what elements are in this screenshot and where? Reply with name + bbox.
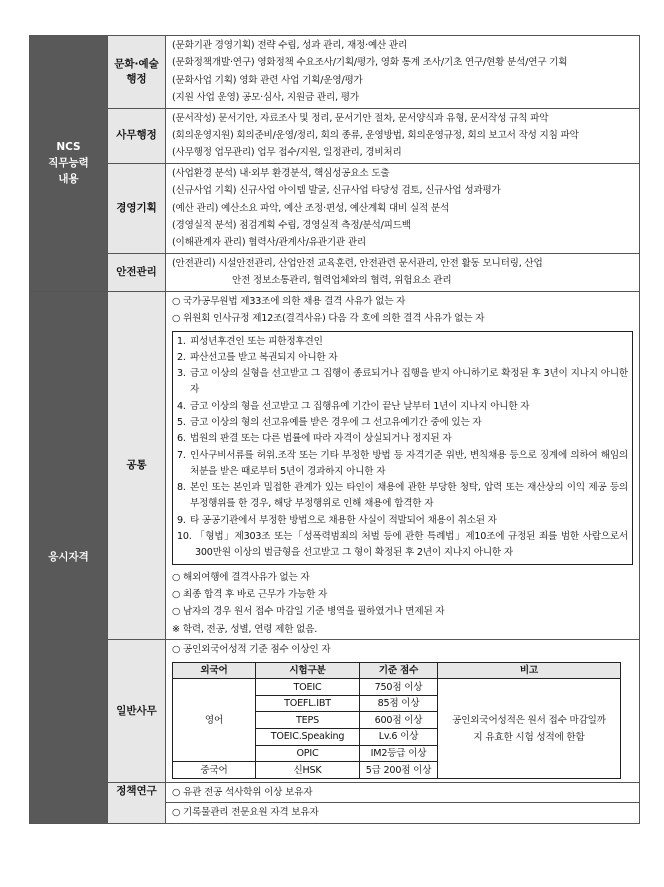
content-line: 안전 정보소통관리, 협력업체와의 협력, 위험요소 관리 xyxy=(232,275,452,287)
exam-score: 750점 이상 xyxy=(360,679,438,696)
item-number: 3. xyxy=(177,368,186,380)
content-line: (문화사업 기획) 영화 관련 사업 기획/운영/평가 xyxy=(172,74,363,86)
qual-sub-label: 공통 xyxy=(126,458,147,471)
qual-sub-general xyxy=(108,640,166,783)
disqualification-box xyxy=(172,331,633,565)
content-line: (사업환경 분석) 내·외부 환경분석, 핵심성공요소 도출 xyxy=(172,167,390,179)
validity-note: 공인외국어성적은 원서 접수 마감일까지 유효한 시험 성적에 한함 xyxy=(438,679,621,779)
item-number: 4. xyxy=(177,400,186,412)
ncs-category-label: NCS 직무능력 내용 xyxy=(48,141,89,186)
content-line: (회의운영지원) 회의준비/운영/정리, 회의 종류, 운영방법, 회의운영규정, 회의 보고서 작성 지침 파악 xyxy=(172,130,579,142)
exam-name: OPIC xyxy=(256,745,360,762)
qual-category-cell xyxy=(30,291,108,823)
content-line: (경영실적 분석) 점검계획 수립, 경영실적 측정/분석/피드백 xyxy=(172,220,411,232)
content-line: (신규사업 기획) 신규사업 아이템 발굴, 신규사업 타당성 검토, 신규사업 성과평가 xyxy=(172,185,501,197)
ncs-sub-label: 경영기획 xyxy=(116,201,157,214)
header-note: 비고 xyxy=(438,662,621,679)
list-item xyxy=(177,350,628,366)
item-number: 7. xyxy=(177,449,186,461)
content-line: (사무행정 업무관리) 업무 접수/지원, 일정관리, 경비처리 xyxy=(172,147,402,159)
item-text: 파산선고를 받고 복권되지 아니한 자 xyxy=(190,351,338,363)
content-line: ○ 공인외국어성적 기준 점수 이상인 자 xyxy=(172,644,331,656)
content-line: ○ 유관 전공 석사학위 이상 보유자 xyxy=(172,786,313,798)
content-line: ○ 국가공무원법 제33조에 의한 채용 결격 사유가 없는 자 xyxy=(172,295,406,307)
qual-sub-label: 정책연구 xyxy=(116,784,157,797)
content-line: (안전관리) 시설안전관리, 산업안전 교육훈련, 안전관련 문서관리, 안전 활동 모니터링, 산업 xyxy=(172,257,543,269)
qual-sub-common xyxy=(108,291,166,640)
item-text: 금고 이상의 실형을 선고받고 그 집행이 종료되거나 집행을 받지 아니하기로 확정된 후 3년이 지나지 아니한 자 xyxy=(190,368,628,396)
content-line: (예산 관리) 예산소요 파악, 예산 조정·편성, 예산계획 대비 실적 분석 xyxy=(172,202,450,214)
ncs-content-office xyxy=(166,108,640,163)
ncs-content-culture xyxy=(166,36,640,109)
content-line: (지원 사업 운영) 공모·심사, 지원금 관리, 평가 xyxy=(172,92,359,104)
qual-row-general xyxy=(30,640,640,783)
item-text: 법원의 판결 또는 다른 법률에 따라 자격이 상실되거나 정지된 자 xyxy=(190,433,452,445)
list-item xyxy=(177,399,628,415)
content-line: ○ 위원회 인사규정 제12조(결격사유) 다음 각 호에 의한 결격 사유가 없는 자 xyxy=(172,313,485,325)
exam-score: 5급 200점 이상 xyxy=(360,762,438,779)
item-number: 2. xyxy=(177,351,186,363)
list-item xyxy=(177,431,628,447)
item-text: 금고 이상의 형의 선고유예를 받은 경우에 그 선고유예기간 중에 있는 자 xyxy=(190,416,482,428)
list-item xyxy=(177,415,628,431)
qual-content-archive xyxy=(166,803,640,823)
exam-score: Lv.6 이상 xyxy=(360,729,438,746)
content-line: (문화기관 경영기획) 전략 수립, 성과 관리, 재정·예산 관리 xyxy=(172,40,408,51)
list-item xyxy=(177,448,628,481)
ncs-sub-culture xyxy=(108,36,166,109)
ncs-category-cell xyxy=(30,36,108,292)
header-exam: 시험구분 xyxy=(256,662,360,679)
exam-name: TEPS xyxy=(256,712,360,729)
list-item xyxy=(177,480,628,513)
item-number: 1. xyxy=(177,335,186,347)
qual-sub-policy xyxy=(108,782,166,823)
ncs-sub-label: 사무행정 xyxy=(116,129,157,142)
qual-row-common xyxy=(30,291,640,640)
ncs-row-safety xyxy=(30,253,640,291)
item-text: 피성년후견인 또는 피한정후견인 xyxy=(190,335,323,347)
content-line: (문서작성) 문서기안, 자료조사 및 정리, 문서기안 절차, 문서양식과 유형, 문서작성 규칙 파악 xyxy=(172,112,549,124)
content-line: ○ 기록물관리 전문요원 자격 보유자 xyxy=(172,807,319,819)
item-text: 금고 이상의 형을 선고받고 그 집행유예 기간이 끝난 날부터 1년이 지나지 아니한 자 xyxy=(190,400,530,412)
ncs-row-management xyxy=(30,163,640,253)
exam-score: 600점 이상 xyxy=(360,712,438,729)
exam-score: IM2등급 이상 xyxy=(360,745,438,762)
ncs-row-culture xyxy=(30,36,640,109)
list-item xyxy=(177,334,628,350)
ncs-content-management xyxy=(166,163,640,253)
list-item xyxy=(177,529,628,562)
exam-name: TOEFL.IBT xyxy=(256,695,360,712)
item-number: 8. xyxy=(177,482,186,494)
recruitment-table xyxy=(29,35,640,824)
exam-name: 신HSK xyxy=(256,762,360,779)
header-score: 기준 점수 xyxy=(360,662,438,679)
ncs-row-office xyxy=(30,108,640,163)
item-text: 「형법」제303조 또는「성폭력범죄의 처벌 등에 관한 특례법」제10조에 규정된 죄를 범한 사람으로서 300만원 이상의 벌금형을 선고받고 그 형이 확정된 후 2년이 지나지 아니한 자 xyxy=(195,531,628,559)
header-language: 외국어 xyxy=(173,662,256,679)
item-text: 타 공공기관에서 부정한 방법으로 채용한 사실이 적발되어 채용이 취소된 자 xyxy=(190,514,497,526)
qual-content-general xyxy=(166,640,640,783)
ncs-sub-label: 안전관리 xyxy=(116,265,157,278)
exam-name: TOEIC.Speaking xyxy=(256,729,360,746)
item-number: 9. xyxy=(177,514,186,526)
exam-score: 85점 이상 xyxy=(360,695,438,712)
exam-name: TOEIC xyxy=(256,679,360,696)
ncs-sub-management xyxy=(108,163,166,253)
score-header-row xyxy=(173,662,621,679)
item-text: 본인 또는 본인과 밀접한 관계가 있는 타인이 채용에 관한 부당한 청탁, 압력 또는 재산상의 이익 제공 등의 부정행위를 한 경우, 해당 부정행위로 인해 채용에 합격한 자 xyxy=(190,482,628,510)
recruitment-table-wrapper xyxy=(29,35,640,824)
ncs-content-safety xyxy=(166,253,640,291)
ncs-sub-label: 문화·예술 행정 xyxy=(114,57,159,85)
item-number: 10. xyxy=(177,531,192,543)
qual-row-policy xyxy=(30,782,640,802)
list-item xyxy=(177,513,628,529)
content-line: ○ 남자의 경우 원서 접수 마감일 기준 병역을 필하였거나 면제된 자 xyxy=(172,606,445,618)
language-score-table xyxy=(172,662,621,779)
item-number: 5. xyxy=(177,416,186,428)
content-line: ○ 최종 합격 후 바로 근무가 가능한 자 xyxy=(172,589,328,601)
language-chinese: 중국어 xyxy=(173,762,256,779)
qual-category-label: 응시자격 xyxy=(48,551,89,564)
content-line: ※ 학력, 전공, 성별, 연령 제한 없음. xyxy=(172,623,318,635)
language-english: 영어 xyxy=(173,679,256,762)
content-line: (이해관계자 관리) 협력사/관계사/유관기관 관리 xyxy=(172,237,366,249)
content-line: (문화정책개발·연구) 영화정책 수요조사/기획/평가, 영화 통계 조사/기초 연구/현황 분석/연구 기획 xyxy=(172,57,568,69)
qual-content-policy xyxy=(166,782,640,802)
list-item xyxy=(177,366,628,399)
score-row xyxy=(173,679,621,696)
item-number: 6. xyxy=(177,433,186,445)
qual-content-common xyxy=(166,291,640,640)
ncs-sub-office xyxy=(108,108,166,163)
item-text: 인사구비서류를 허위.조작 또는 기타 부정한 방법 등 자격기준 위반, 변칙채용 등으로 징계에 의하여 해임의 처분을 받은 때로부터 5년이 경과하지 아니한 자 xyxy=(190,449,628,477)
qual-sub-label: 일반사무 xyxy=(116,704,157,717)
ncs-sub-safety xyxy=(108,253,166,291)
content-line: ○ 해외여행에 결격사유가 없는 자 xyxy=(172,571,310,583)
